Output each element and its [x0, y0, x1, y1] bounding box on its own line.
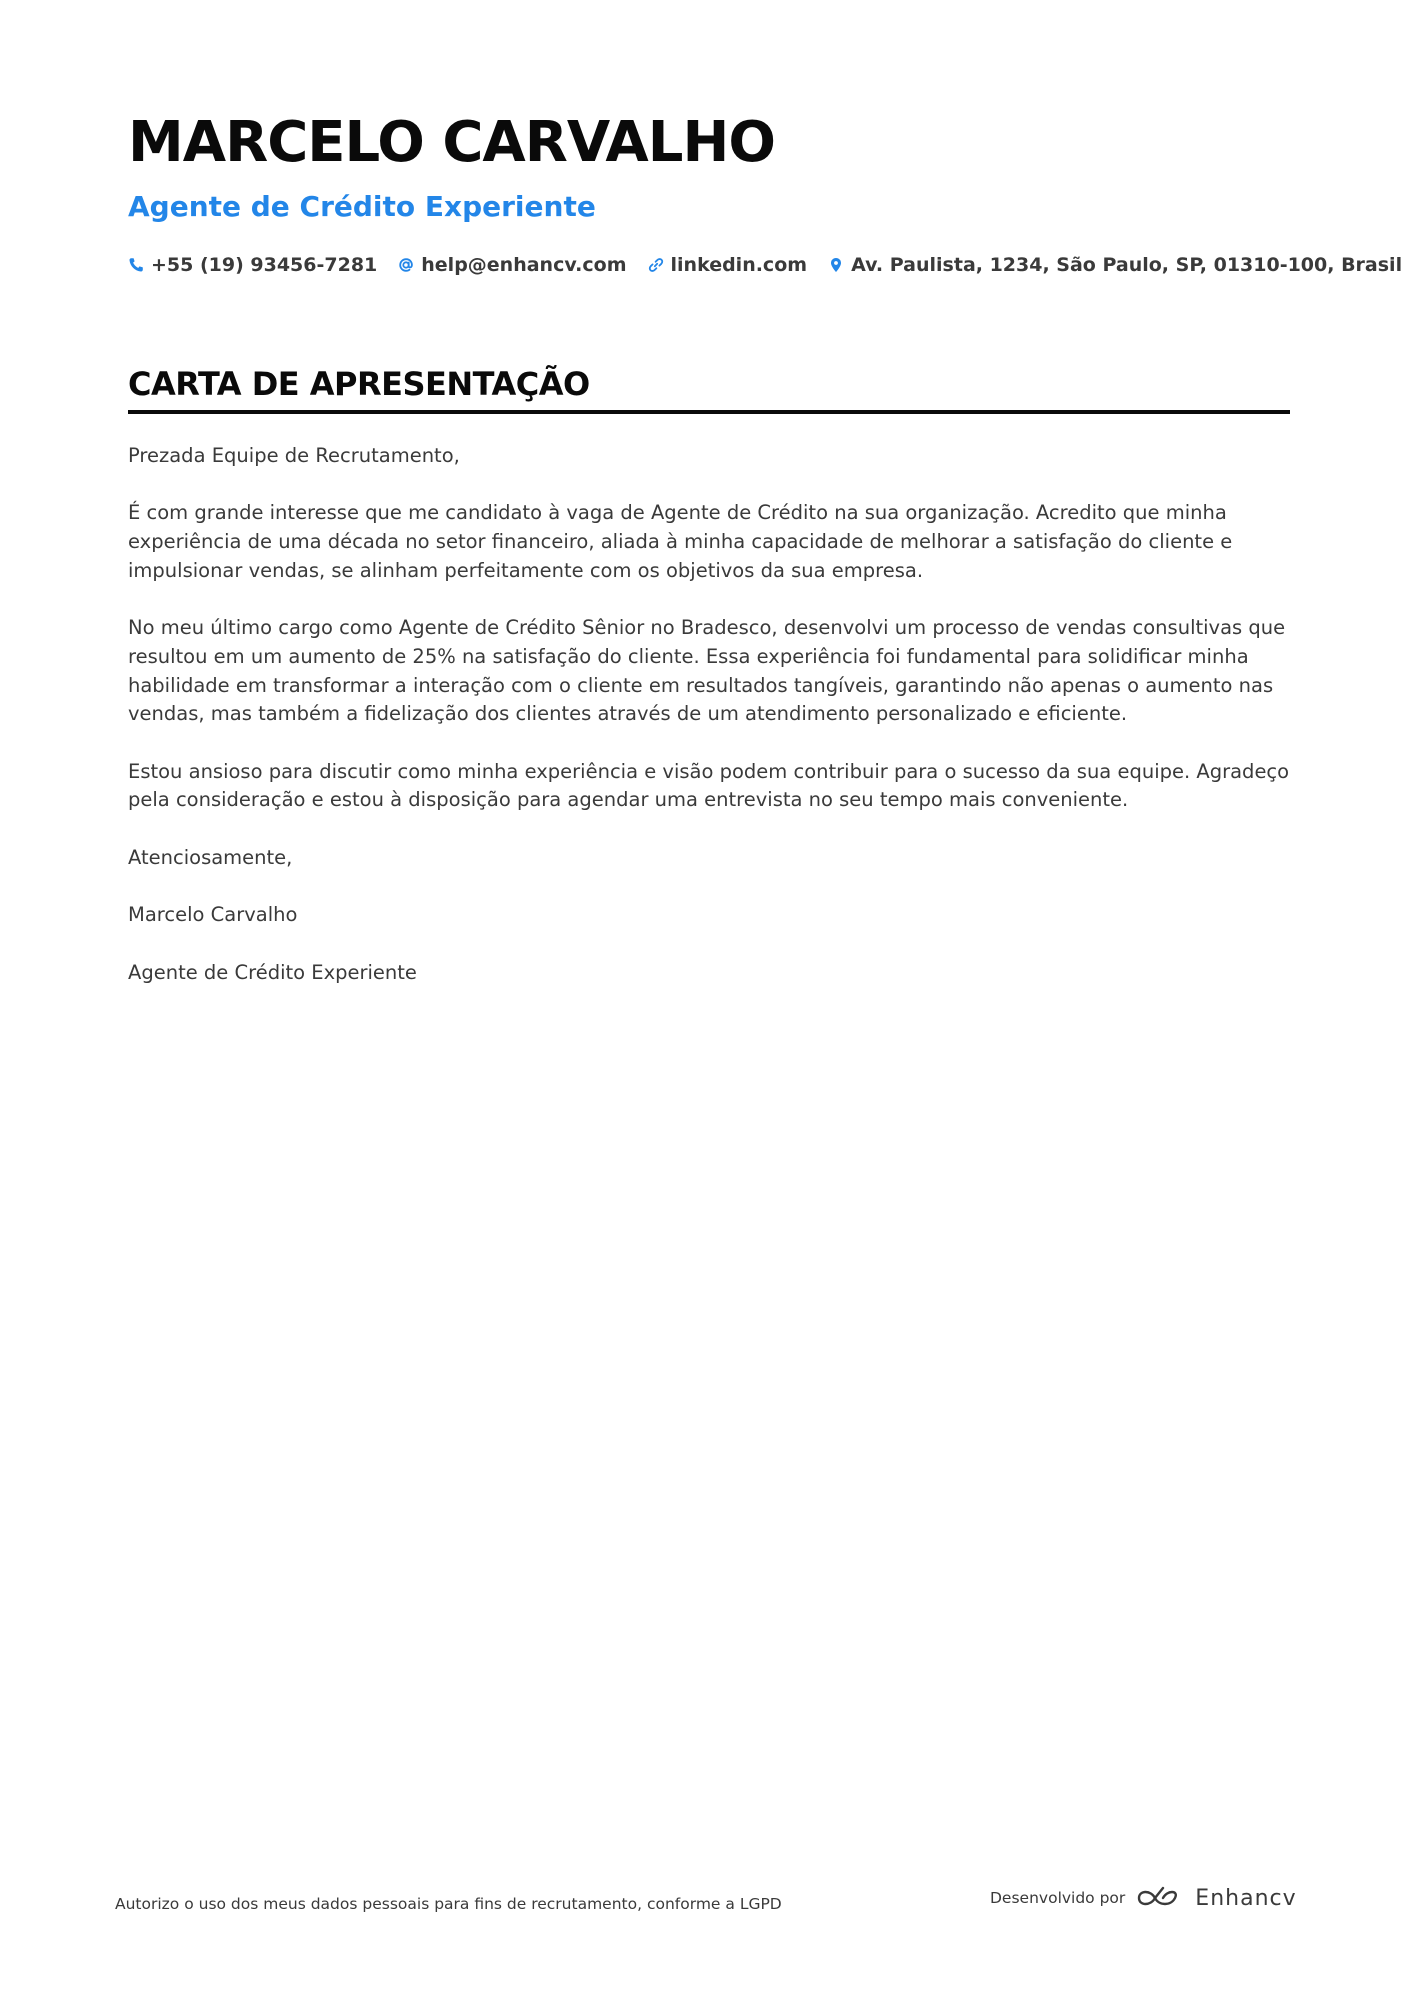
- letter-paragraph: É com grande interesse que me candidato à vaga de Agente de Crédito na sua organização. Acredito que minha experiência de uma década no setor financeiro, aliada à minha capacidade de melhorar a satisfação do cliente e impulsionar vendas, se alinham perfeitamente com os objetivos da sua empresa.: [128, 501, 1233, 582]
- letter-paragraph: No meu último cargo como Agente de Crédito Sênior no Bradesco, desenvolvi um processo de vendas consultivas que resultou em um aumento de 25% na satisfação do cliente. Essa experiência foi fundamental para solidificar minha habilidade em transformar a interação com o cliente em resultados tangíveis, garantindo não apenas o aumento nas vendas, mas também a fidelização dos clientes através de um atendimento personalizado e eficiente.: [128, 616, 1286, 726]
- contact-phone: [128, 254, 377, 276]
- letter-paragraph: Estou ansioso para discutir como minha experiência e visão podem contribuir para o sucesso da sua equipe. Agradeço pela consideração e estou à disposição para agendar uma entrevista no seu tempo mais conveniente.: [128, 759, 1290, 812]
- email-text: help@enhancv.com: [421, 254, 627, 276]
- powered-by-label: Desenvolvido por: [990, 1889, 1126, 1907]
- letter-body: [128, 442, 1290, 1016]
- letter-greeting: Prezada Equipe de Recrutamento,: [128, 444, 460, 467]
- contact-address: [828, 254, 1402, 276]
- enhancv-wordmark: Enhancv: [1195, 1885, 1297, 1911]
- letter-closing: Atenciosamente,: [128, 845, 293, 869]
- candidate-title: Agente de Crédito Experiente: [128, 190, 596, 223]
- at-icon: [398, 257, 414, 273]
- consent-note: Autorizo o uso dos meus dados pessoais para fins de recrutamento, conforme a LGPD: [115, 1895, 782, 1913]
- section-title: CARTA DE APRESENTAÇÃO: [128, 365, 590, 403]
- phone-icon: [128, 257, 144, 273]
- candidate-name: MARCELO CARVALHO: [128, 110, 775, 175]
- location-pin-icon: [828, 257, 844, 273]
- contact-email[interactable]: [398, 254, 626, 276]
- link-text: linkedin.com: [670, 254, 808, 276]
- powered-by[interactable]: [990, 1884, 1297, 1912]
- phone-text: +55 (19) 93456-7281: [151, 254, 378, 276]
- contact-link[interactable]: [648, 254, 808, 276]
- signature-name: Marcelo Carvalho: [128, 903, 298, 927]
- section-divider: [128, 410, 1290, 414]
- link-icon: [648, 257, 664, 273]
- contact-bar: [128, 254, 1410, 276]
- enhancv-logo-icon: [1135, 1884, 1181, 1912]
- signature-title: Agente de Crédito Experiente: [128, 960, 417, 984]
- address-text: Av. Paulista, 1234, São Paulo, SP, 01310-100, Brasil: [851, 254, 1403, 276]
